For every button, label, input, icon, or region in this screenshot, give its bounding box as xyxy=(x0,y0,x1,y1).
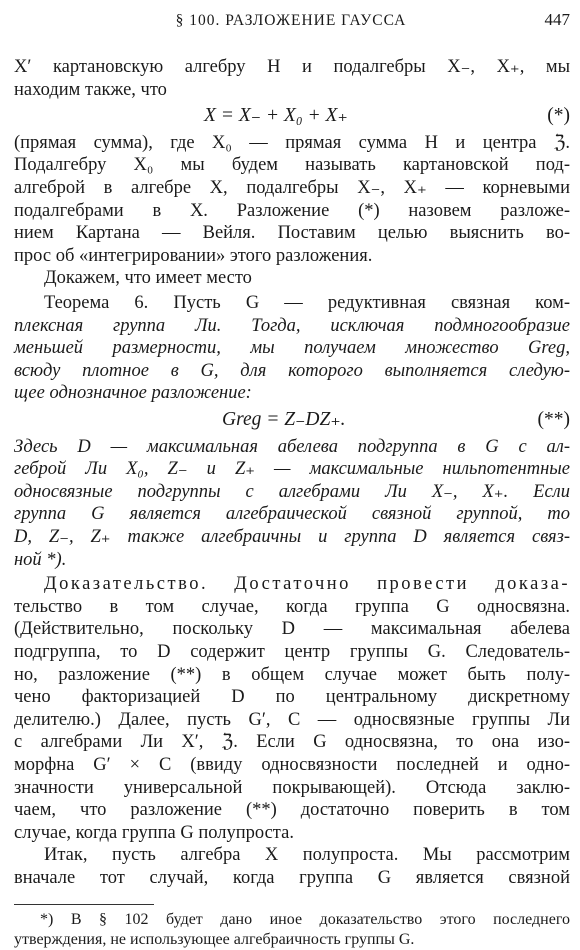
text-line: Подалгебру X₀ мы будем называть картановской под- xyxy=(14,155,570,176)
equation-tag: (**) xyxy=(537,409,570,430)
theorem-line: односвязные подгруппы с алгебрами Ли X₋, X₊. Если xyxy=(14,481,570,502)
footnote-line: *) В § 102 будет дано иное доказательство этого последнего xyxy=(40,910,570,928)
text-line: вначале тот случай, когда группа G является связной xyxy=(14,868,570,888)
theorem-line: плексная группа Ли. Тогда, исключая подмногообразие xyxy=(14,315,570,336)
text-line: (прямая сумма), где X₀ — прямая сумма H и центра ℨ. xyxy=(14,132,570,153)
text-line: Итак, пусть алгебра X полупроста. Мы рассмотрим xyxy=(44,845,570,866)
formula-gauss-decomposition: Greg = Z₋DZ₊. xyxy=(222,409,346,430)
text-line: подалгебрами в X. Разложение (*) назовем разложе- xyxy=(14,200,570,221)
text-line: X′ картановскую алгебру H и подалгебры X₋, X₊, мы xyxy=(14,57,570,77)
formula-line xyxy=(14,104,570,128)
text-line: прос об «интегрировании» этого разложения. xyxy=(14,245,373,266)
text-line: значности универсальной покрывающей). Отсюда заклю- xyxy=(14,777,570,798)
text-line: нием Картана — Вейля. Поставим целью выяснить во- xyxy=(14,223,570,244)
formula-cartan-decomposition: X = X₋ + X₀ + X₊ xyxy=(204,105,348,127)
formula-line xyxy=(14,408,570,432)
equation-tag: (*) xyxy=(547,105,570,127)
section-title: § 100. РАЗЛОЖЕНИЕ ГАУССА xyxy=(175,12,407,29)
running-header xyxy=(12,10,570,36)
theorem-line: меньшей размерности, мы получаем множество Greg, xyxy=(14,338,570,359)
text-line: алгеброй в алгебре X, подалгебры X₋, X₊ — корневыми xyxy=(14,178,570,198)
text-line: делителю.) Далее, пусть G′, C — односвязные группы Ли xyxy=(14,709,570,730)
theorem-line: геброй Ли X₀, Z₋ и Z₊ — максимальные нильпотентные xyxy=(14,459,570,480)
text-line: но, разложение (**) в общем случае может быть полу- xyxy=(14,664,570,685)
theorem-line: ной *). xyxy=(14,549,67,570)
theorem-line: всюду плотное в G, для которого выполняется следую- xyxy=(14,360,570,381)
text-line: случае, когда группа G полупроста. xyxy=(14,822,294,843)
text-line: чено факторизацией D по центральному дискретному xyxy=(14,687,570,708)
theorem-line: группа G является алгебраической связной группой, то xyxy=(14,504,570,525)
theorem-line: щее однозначное разложение: xyxy=(14,383,252,404)
text-line: с алгебрами Ли X′, ℨ. Если G односвязна, то она изо- xyxy=(14,732,570,753)
text-line: Теорема 6. Пусть G — редуктивная связная ком- xyxy=(44,293,570,313)
theorem-line: D, Z₋, Z₊ также алгебраичны и группа D является связ- xyxy=(14,527,570,547)
footnote-rule xyxy=(14,904,154,905)
text-line: чаем, что разложение (**) достаточно поверить в том xyxy=(14,800,570,821)
text-line: Доказательство. Достаточно провести доказа- xyxy=(44,574,570,595)
text-line: (Действительно, поскольку D — максимальная абелева xyxy=(14,619,570,640)
text-line: тельство в том случае, когда группа G односвязна. xyxy=(14,596,570,617)
text-line: морфна G′ × C (ввиду односвязности последней и одно- xyxy=(14,755,570,775)
text-line: находим также, что xyxy=(14,79,167,100)
text-line: подгруппа, то D содержит центр группы G. Следователь- xyxy=(14,642,570,662)
page-number: 447 xyxy=(544,10,570,29)
text-line: Докажем, что имеет место xyxy=(44,268,252,289)
theorem-line: Здесь D — максимальная абелева подгруппа в G с ал- xyxy=(14,436,570,457)
footnote-line: утверждения, не использующее алгебраичность группы G. xyxy=(14,930,415,948)
